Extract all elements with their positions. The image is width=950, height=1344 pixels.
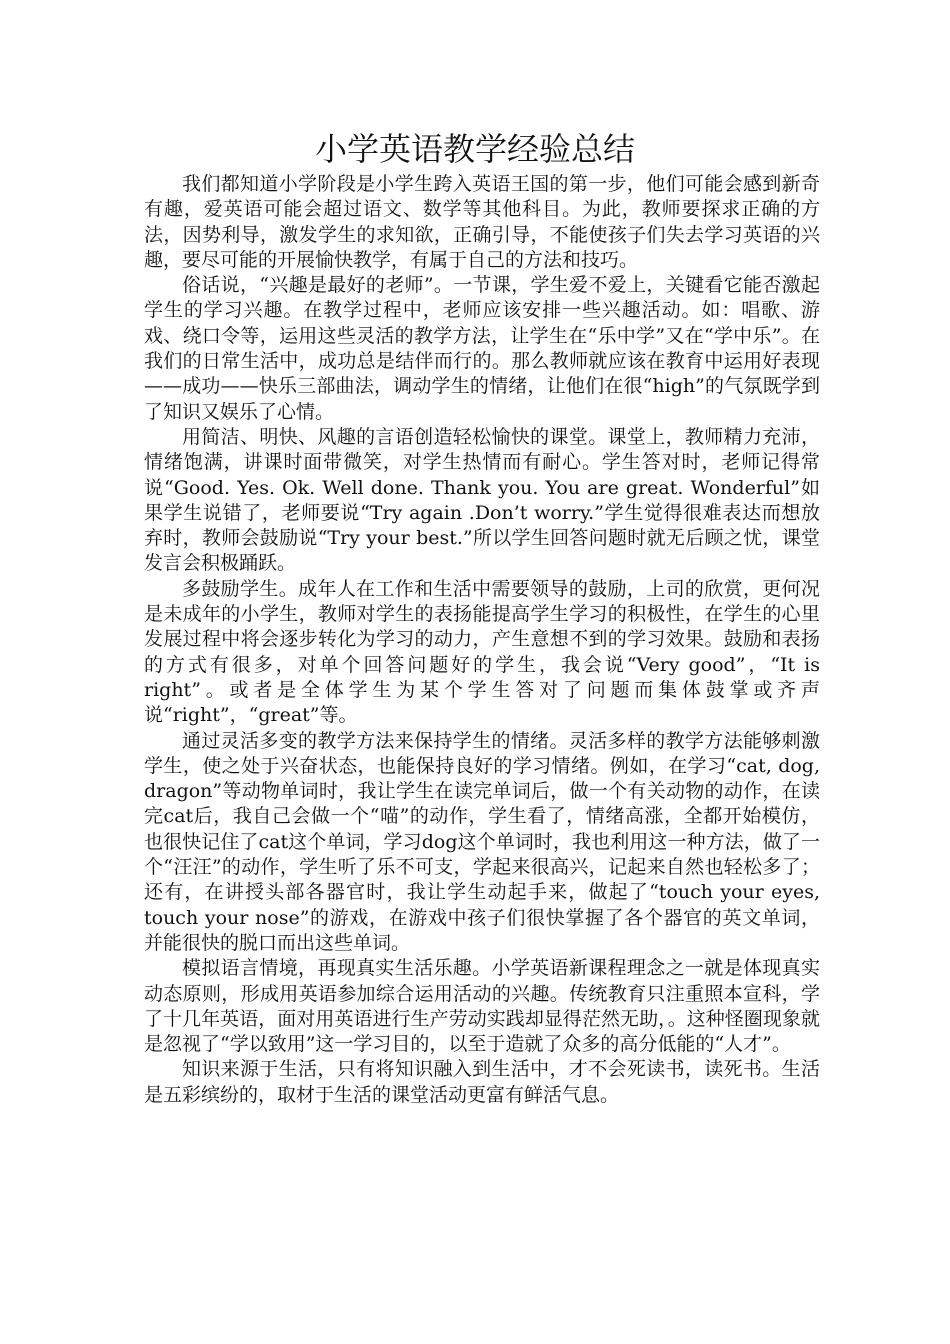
paragraph-3: 用简洁、明快、风趣的言语创造轻松愉快的课堂。课堂上，教师精力充沛，情绪饱满，讲课时面带微笑，对学生热情而有耐心。学生答对时，老师记得常说“Good. Yes. Ok. Well done. Thank you. You are great. Wonderful”如果学生说错了，老师要说“Try again .Don’t worry.”学生觉得很难表达而想放弃时，教师会鼓励说“Try your best.”所以学生回答问题时就无后顾之忧，课堂发言会积极踊跃。 bbox=[144, 425, 820, 575]
paragraph-6: 模拟语言情境，再现真实生活乐趣。小学英语新课程理念之一就是体现真实动态原则，形成用英语参加综合运用活动的兴趣。传统教育只注重照本宣科，学了十几年英语，面对用英语进行生产劳动实践却显得茫然无助，。这种怪圈现象就是忽视了“学以致用”这一学习目的，以至于造就了众多的高分低能的“人才”。 bbox=[144, 957, 820, 1056]
paragraph-7: 知识来源于生活，只有将知识融入到生活中，才不会死读书，读死书。生活是五彩缤纷的，取材于生活的课堂活动更富有鲜活气息。 bbox=[144, 1058, 820, 1106]
document-title: 小学英语教学经验总结 bbox=[314, 130, 635, 168]
paragraph-5: 通过灵活多变的教学方法来保持学生的情绪。灵活多样的教学方法能够刺激学生，使之处于兴奋状态，也能保持良好的学习情绪。例如，在学习“cat, dog, dragon”等动物单词时，我让学生在读完单词后，做一个有关动物的动作，在读完cat后，我自己会做一个“喵”的动作，学生看了，情绪高涨，全都开始模仿，也很快记住了cat这个单词，学习dog这个单词时，我也利用这一种方法，做了一个“汪汪”的动作，学生听了乐不可支，学起来很高兴，记起来自然也轻松多了；还有，在讲授头部各器官时，我让学生动起手来，做起了“touch your eyes, touch your nose”的游戏，在游戏中孩子们很快掌握了各个器官的英文单词，并能很快的脱口而出这些单词。 bbox=[144, 729, 820, 954]
paragraph-1: 我们都知道小学阶段是小学生跨入英语王国的第一步，他们可能会感到新奇有趣，爱英语可能会超过语文、数学等其他科目。为此，教师要探求正确的方法，因势利导，激发学生的求知欲，正确引导，不能使孩子们失去学习英语的兴趣，要尽可能的开展愉快教学，有属于自己的方法和技巧。 bbox=[144, 173, 820, 271]
paragraph-2: 俗话说，“兴趣是最好的老师”。一节课，学生爱不爱上，关键看它能否激起学生的学习兴趣。在教学过程中，老师应该安排一些兴趣活动。如：唱歌、游戏、绕口令等，运用这些灵活的教学方法，让学生在“乐中学”又在“学中乐”。在我们的日常生活中，成功总是结伴而行的。那么教师就应该在教育中运用好表现——成功——快乐三部曲法，调动学生的情绪，让他们在很“high”的气氛既学到了知识又娱乐了心情。 bbox=[144, 274, 820, 423]
paragraph-4: 多鼓励学生。成年人在工作和生活中需要领导的鼓励，上司的欣赏，更何况是未成年的小学生，教师对学生的表扬能提高学生学习的积极性，在学生的心里发展过程中将会逐步转化为学习的动力，产生意想不到的学习效果。鼓励和表扬的方式有很多，对单个回答问题好的学生，我会说“Very good”，“It is right”。或者是全体学生为某个学生答对了问题而集体鼓掌或齐声说“right”，“great”等。 bbox=[144, 577, 820, 727]
document-body bbox=[144, 172, 820, 1108]
